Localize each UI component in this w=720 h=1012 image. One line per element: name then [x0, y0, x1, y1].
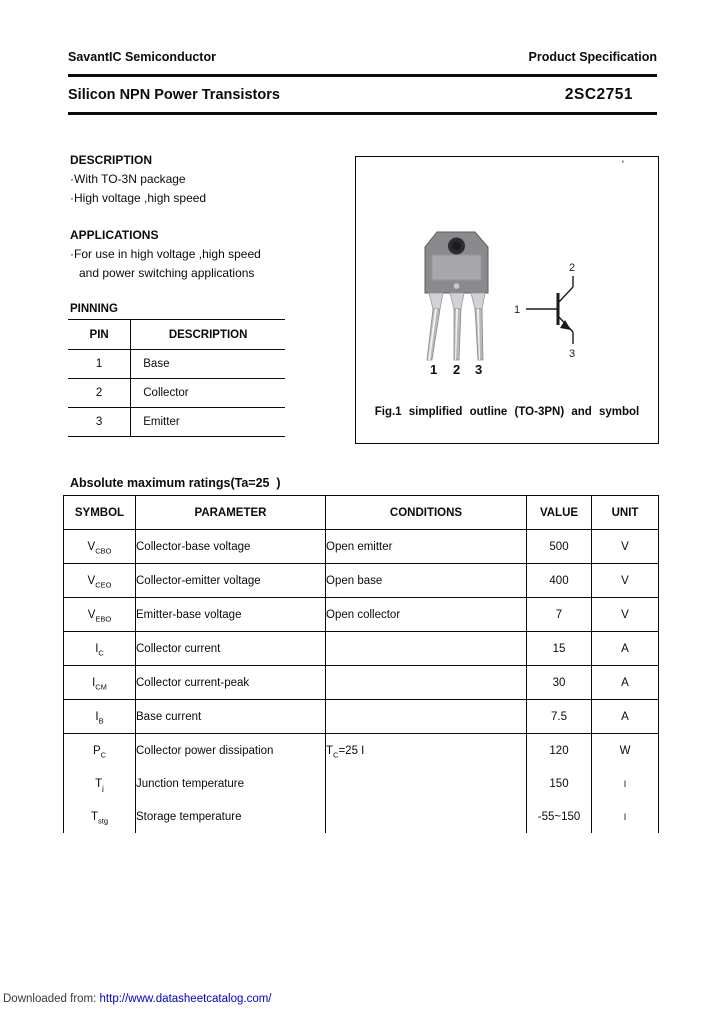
download-footer [3, 993, 272, 1005]
ratings-table [63, 495, 659, 833]
table-row [68, 408, 285, 437]
pin-description: Emitter [131, 408, 285, 437]
lead-label-1: 1 [430, 362, 438, 377]
value-cell: -55~150 [527, 800, 592, 833]
pinning-table [68, 319, 285, 437]
parameter-column-header: PARAMETER [136, 496, 326, 530]
pinning-header-row [68, 320, 285, 350]
conditions-cell: Open collector [326, 598, 527, 632]
package-outline [425, 232, 488, 360]
description-item: ·With TO-3N package [70, 172, 186, 186]
pin-number: 1 [68, 350, 131, 379]
value-column-header: VALUE [527, 496, 592, 530]
figure-box [355, 156, 659, 444]
symbol-cell: $P_C$ [64, 734, 136, 768]
symbol-cell: $V_{CBO}$ [64, 530, 136, 564]
pin-description: Base [131, 350, 285, 379]
package-and-symbol-figure [356, 157, 658, 443]
table-row [64, 632, 659, 666]
parameter-cell: Collector current [136, 632, 326, 666]
title-bar [68, 86, 657, 104]
ratings-header-row [64, 496, 659, 530]
symbol-cell: $I_B$ [64, 700, 136, 734]
symbol-emitter-label: 3 [569, 348, 576, 360]
emitter-arrow [560, 320, 571, 330]
unit-cell: A [592, 632, 659, 666]
pin-description: Collector [131, 379, 285, 408]
applications-section [70, 228, 261, 283]
footer-prefix: Downloaded from: [3, 993, 100, 1005]
value-cell: 120 [527, 734, 592, 768]
value-cell: 400 [527, 564, 592, 598]
unit-cell: V [592, 598, 659, 632]
symbol-cell: $V_{CEO}$ [64, 564, 136, 598]
value-cell: 7.5 [527, 700, 592, 734]
table-row [64, 700, 659, 734]
conditions-cell: Open emitter [326, 530, 527, 564]
symbol-collector-label: 2 [569, 262, 576, 274]
table-row [64, 734, 659, 768]
applications-line: ·For use in high voltage ,high speed [70, 247, 261, 261]
unit-cell: V [592, 530, 659, 564]
conditions-cell [326, 700, 527, 734]
table-row [64, 598, 659, 632]
unit-cell: V [592, 564, 659, 598]
pinning-heading: PINNING [70, 303, 118, 315]
unit-cell: A [592, 666, 659, 700]
conditions-column-header: CONDITIONS [326, 496, 527, 530]
parameter-cell: Junction temperature [136, 767, 326, 800]
conditions-cell: $T_C=25$ I [326, 734, 527, 768]
value-cell: 30 [527, 666, 592, 700]
table-row [68, 350, 285, 379]
parameter-cell: Storage temperature [136, 800, 326, 833]
company-name: SavantIC Semiconductor [68, 50, 216, 64]
description-column-header: DESCRIPTION [131, 320, 285, 350]
symbol-cell: $I_C$ [64, 632, 136, 666]
parameter-cell: Collector-base voltage [136, 530, 326, 564]
parameter-cell: Collector current-peak [136, 666, 326, 700]
scan-artifact: ' [621, 159, 624, 171]
table-row [64, 530, 659, 564]
parameter-cell: Collector power dissipation [136, 734, 326, 768]
parameter-cell: Collector-emitter voltage [136, 564, 326, 598]
unit-cell: A [592, 700, 659, 734]
table-row [64, 767, 659, 800]
conditions-cell [326, 767, 527, 800]
label-panel [432, 255, 481, 280]
parameter-cell: Base current [136, 700, 326, 734]
symbol-base-label: 1 [514, 304, 521, 316]
header-rule-top [68, 74, 657, 77]
description-item: ·High voltage ,high speed [70, 191, 207, 205]
table-row [64, 800, 659, 833]
table-row [64, 564, 659, 598]
symbol-column-header: SYMBOL [64, 496, 136, 530]
symbol-cell: $T_j$ [64, 767, 136, 800]
ratings-heading: Absolute maximum ratings(Ta=25 ) [70, 476, 281, 490]
value-cell: 150 [527, 767, 592, 800]
unit-cell: I [592, 800, 659, 833]
parameter-cell: Emitter-base voltage [136, 598, 326, 632]
value-cell: 7 [527, 598, 592, 632]
symbol-cell: $I_{CM}$ [64, 666, 136, 700]
conditions-cell [326, 632, 527, 666]
symbol-cell: $T_{stg}$ [64, 800, 136, 833]
lead-label-2: 2 [453, 362, 461, 377]
value-cell: 500 [527, 530, 592, 564]
panel-dot [453, 283, 459, 289]
part-number: 2SC2751 [564, 86, 633, 103]
conditions-cell [326, 666, 527, 700]
header-rule-bottom [68, 112, 657, 115]
unit-cell: W [592, 734, 659, 768]
pin-number: 3 [68, 408, 131, 437]
conditions-cell: Open base [326, 564, 527, 598]
product-spec-label: Product Specification [528, 50, 657, 64]
lead-label-3: 3 [475, 362, 483, 377]
page-title: Silicon NPN Power Transistors [68, 87, 280, 103]
description-section [70, 153, 206, 208]
applications-line: and power switching applications [79, 266, 255, 280]
figure-caption: Fig.1 simplified outline (TO-3PN) and symbol [374, 406, 640, 418]
description-heading: DESCRIPTION [70, 153, 153, 167]
value-cell: 15 [527, 632, 592, 666]
symbol-cell: $V_{EBO}$ [64, 598, 136, 632]
pin-column-header: PIN [68, 320, 131, 350]
pin-number: 2 [68, 379, 131, 408]
datasheetcatalog-link[interactable]: http://www.datasheetcatalog.com/ [99, 993, 272, 1005]
unit-column-header: UNIT [592, 496, 659, 530]
npn-symbol [526, 276, 573, 344]
table-row [64, 666, 659, 700]
conditions-cell [326, 800, 527, 833]
unit-cell: I [592, 767, 659, 800]
table-row [68, 379, 285, 408]
applications-heading: APPLICATIONS [70, 228, 159, 242]
